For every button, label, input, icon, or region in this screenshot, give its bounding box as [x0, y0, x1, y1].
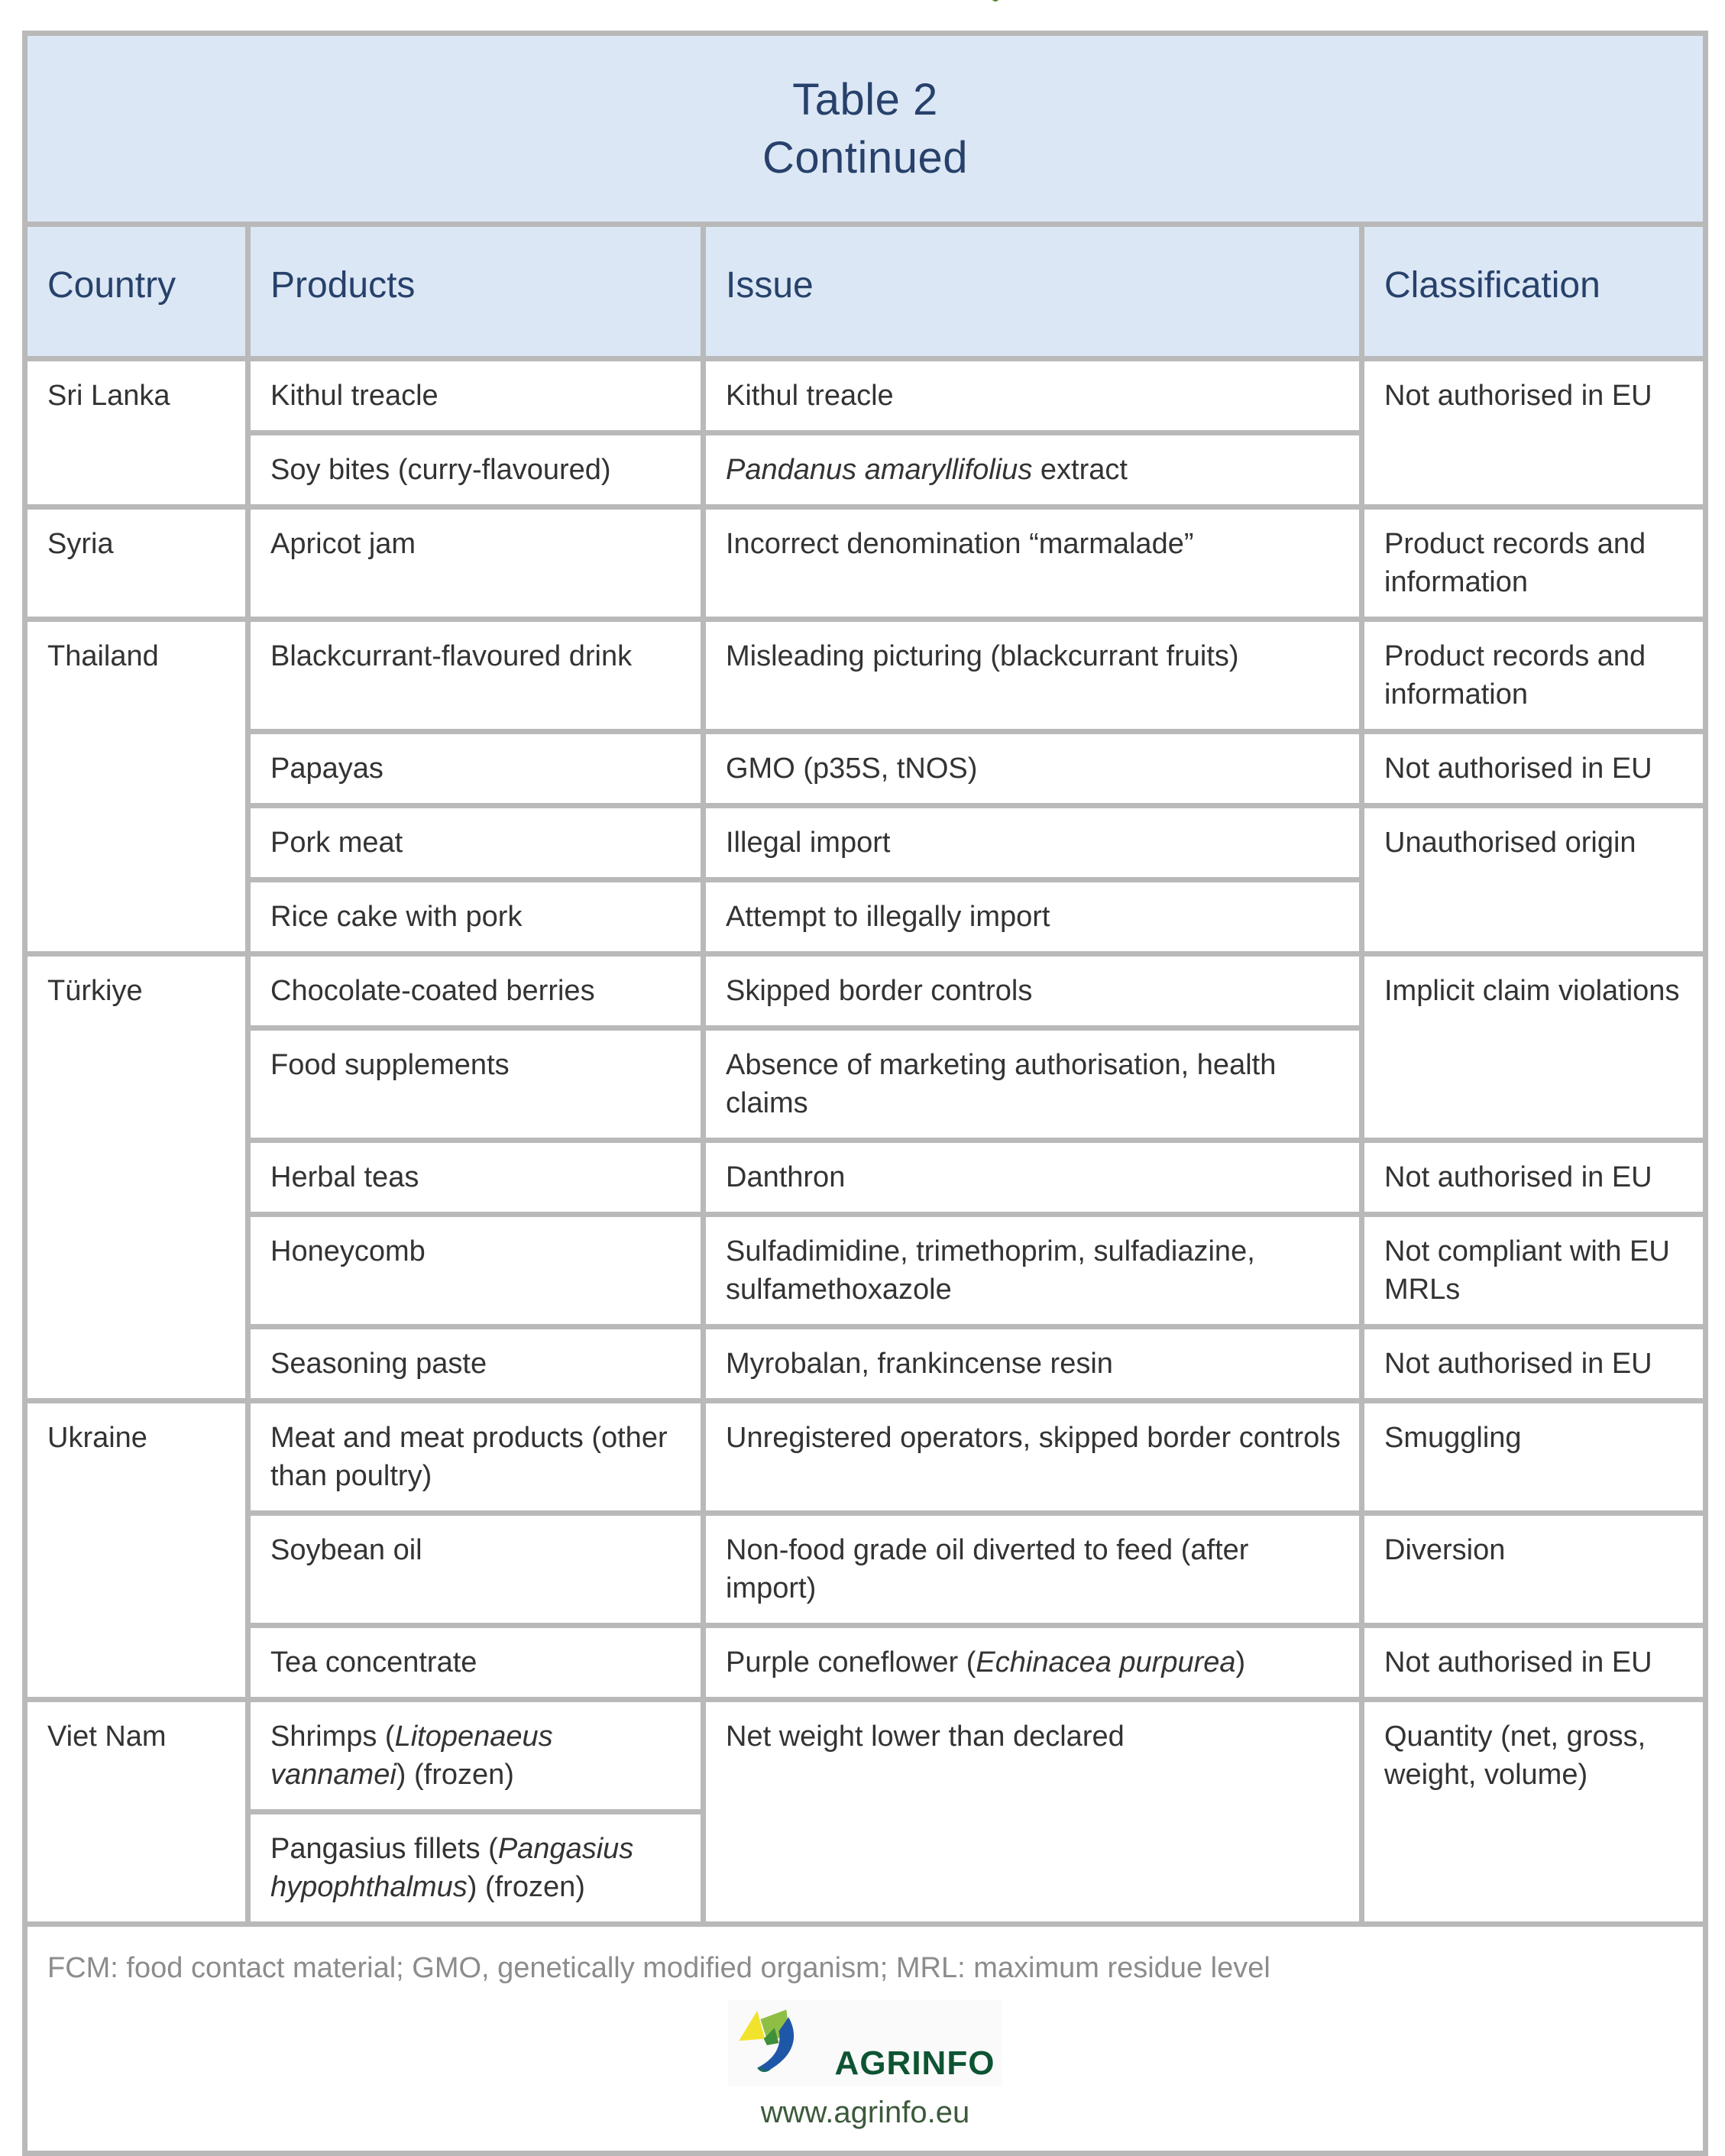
table-row	[25, 1626, 1706, 1700]
country-cell: Syria	[25, 507, 248, 620]
header-row	[25, 225, 1706, 359]
classification-cell: Not authorised in EU	[1362, 1141, 1706, 1215]
table-row	[25, 954, 1706, 1028]
issue-cell: Pandanus amaryllifolius extract	[704, 433, 1362, 507]
classification-cell: Not authorised in EU	[1362, 732, 1706, 806]
table-row	[25, 1513, 1706, 1626]
country-cell: Thailand	[25, 620, 248, 954]
product-cell: Food supplements	[248, 1028, 704, 1141]
product-cell: Tea concentrate	[248, 1626, 704, 1700]
agrinfo-logo-icon	[736, 2003, 827, 2083]
classification-cell: Smuggling	[1362, 1401, 1706, 1513]
table-row	[25, 359, 1706, 433]
issue-cell: Sulfadimidine, trimethoprim, sulfadiazine, sulfamethoxazole	[704, 1215, 1362, 1327]
product-cell: Apricot jam	[248, 507, 704, 620]
wordmark-i-dot	[992, 0, 999, 2]
logo-block	[47, 2000, 1683, 2131]
table-title-line1: Table 2	[792, 74, 938, 125]
issue-cell: Purple coneflower (Echinacea purpurea)	[704, 1626, 1362, 1700]
classification-cell: Diversion	[1362, 1513, 1706, 1626]
issue-cell: Myrobalan, frankincense resin	[704, 1327, 1362, 1401]
table-row	[25, 1141, 1706, 1215]
table-row	[25, 806, 1706, 880]
country-cell: Sri Lanka	[25, 359, 248, 507]
table-row	[25, 1327, 1706, 1401]
footer-cell	[25, 1925, 1706, 2154]
issue-cell: Illegal import	[704, 806, 1362, 880]
product-cell: Soy bites (curry-flavoured)	[248, 433, 704, 507]
abbreviations-note: FCM: food contact material; GMO, genetically modified organism; MRL: maximum residue level	[47, 1952, 1270, 1984]
classification-cell: Not authorised in EU	[1362, 1327, 1706, 1401]
country-cell: Türkiye	[25, 954, 248, 1401]
table-title	[25, 34, 1706, 225]
table-title-line2: Continued	[762, 132, 968, 183]
column-header-issue: Issue	[704, 225, 1362, 359]
product-cell: Chocolate-coated berries	[248, 954, 704, 1028]
issue-cell: Skipped border controls	[704, 954, 1362, 1028]
table-row	[25, 507, 1706, 620]
product-cell: Blackcurrant-flavoured drink	[248, 620, 704, 732]
table-row	[25, 732, 1706, 806]
product-cell: Pangasius fillets (Pangasius hypophthalmus) (frozen)	[248, 1812, 704, 1925]
product-cell: Kithul treacle	[248, 359, 704, 433]
classification-cell: Not authorised in EU	[1362, 359, 1706, 507]
product-cell: Rice cake with pork	[248, 880, 704, 954]
product-cell: Seasoning paste	[248, 1327, 704, 1401]
product-cell: Soybean oil	[248, 1513, 704, 1626]
issue-cell: Misleading picturing (blackcurrant fruits)	[704, 620, 1362, 732]
country-cell: Ukraine	[25, 1401, 248, 1700]
issue-cell: Non-food grade oil diverted to feed (after import)	[704, 1513, 1362, 1626]
product-cell: Pork meat	[248, 806, 704, 880]
column-header-classification: Classification	[1362, 225, 1706, 359]
classification-cell: Unauthorised origin	[1362, 806, 1706, 954]
classification-cell: Not compliant with EU MRLs	[1362, 1215, 1706, 1327]
table-row	[25, 1401, 1706, 1513]
classification-cell: Implicit claim violations	[1362, 954, 1706, 1141]
product-cell: Papayas	[248, 732, 704, 806]
issue-cell: Danthron	[704, 1141, 1362, 1215]
column-header-products: Products	[248, 225, 704, 359]
classification-cell: Product records and information	[1362, 620, 1706, 732]
table-row	[25, 1215, 1706, 1327]
issue-cell: Kithul treacle	[704, 359, 1362, 433]
table-row	[25, 1700, 1706, 1812]
table-2-continued	[22, 31, 1708, 2156]
country-cell: Viet Nam	[25, 1700, 248, 1925]
footer-row	[25, 1925, 1706, 2154]
product-cell: Meat and meat products (other than poultry)	[248, 1401, 704, 1513]
table-row	[25, 620, 1706, 732]
issue-cell: Unregistered operators, skipped border controls	[704, 1401, 1362, 1513]
issue-cell: Incorrect denomination “marmalade”	[704, 507, 1362, 620]
product-cell: Shrimps (Litopenaeus vannamei) (frozen)	[248, 1700, 704, 1812]
classification-cell: Not authorised in EU	[1362, 1626, 1706, 1700]
product-cell: Honeycomb	[248, 1215, 704, 1327]
agrinfo-url[interactable]: www.agrinfo.eu	[760, 2096, 970, 2129]
product-cell: Herbal teas	[248, 1141, 704, 1215]
column-header-country: Country	[25, 225, 248, 359]
issue-cell: GMO (p35S, tNOS)	[704, 732, 1362, 806]
classification-cell: Product records and information	[1362, 507, 1706, 620]
issue-cell: Net weight lower than declared	[704, 1700, 1362, 1925]
agrinfo-wordmark: AGRINFO	[834, 2044, 995, 2082]
title-row	[25, 34, 1706, 225]
issue-cell: Attempt to illegally import	[704, 880, 1362, 954]
classification-cell: Quantity (net, gross, weight, volume)	[1362, 1700, 1706, 1925]
table-body	[25, 359, 1706, 1925]
issue-cell: Absence of marketing authorisation, health claims	[704, 1028, 1362, 1141]
